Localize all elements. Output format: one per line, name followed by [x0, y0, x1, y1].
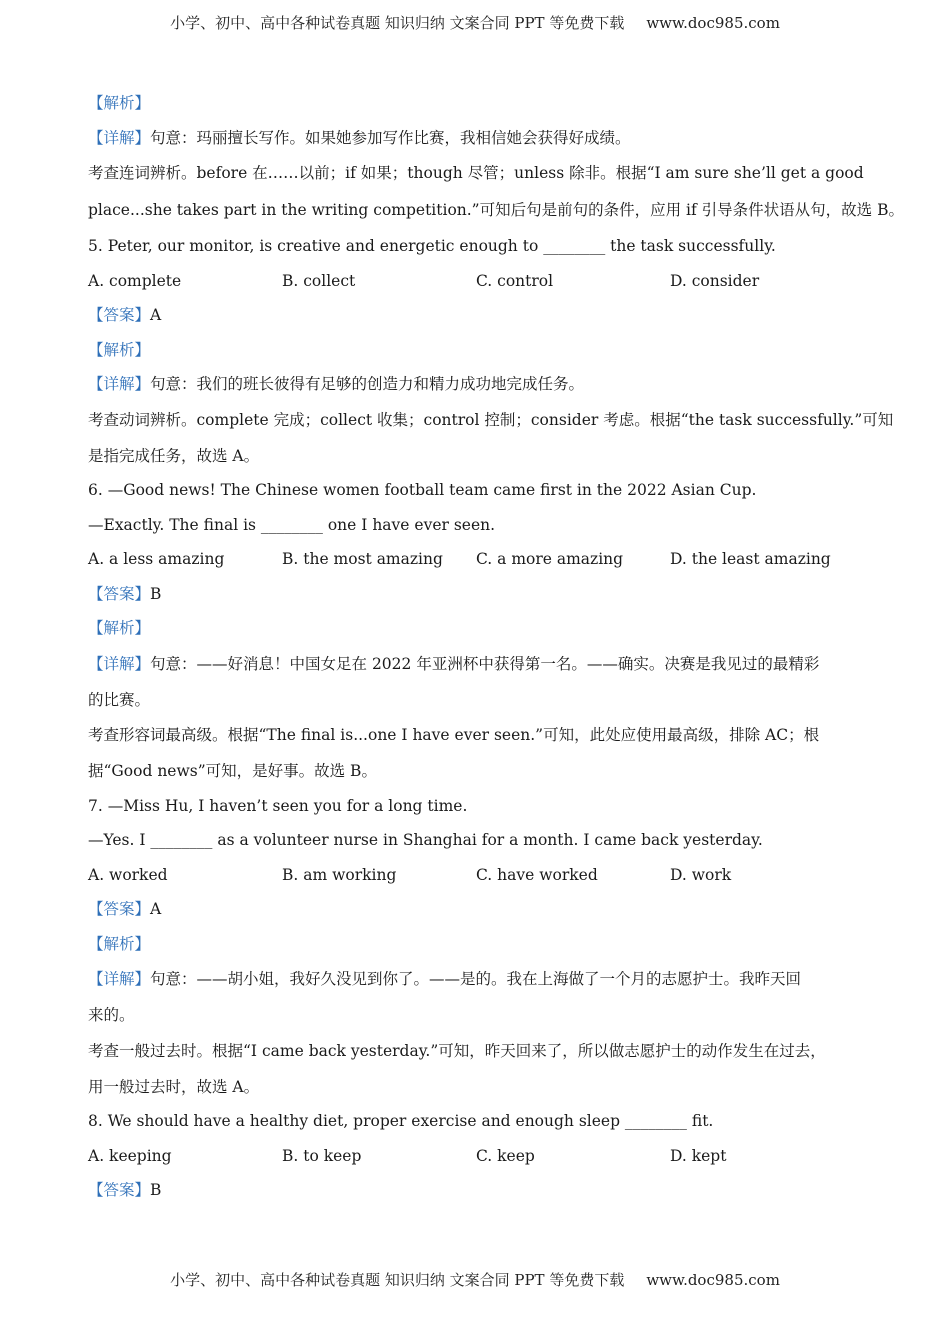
q5-option-c: C. control	[476, 271, 554, 290]
footer-site[interactable]: www.doc985.com	[646, 1271, 780, 1289]
q6-stem-line1: 6. —Good news! The Chinese women football team came first in the 2022 Asian Cup.	[88, 481, 757, 499]
q8-answer: 【答案】B	[88, 1181, 162, 1199]
q4-explanation-line2: place...she takes part in the writing competition.”可知后句是前句的条件，应用 if 引导条件状语从句，故选 B。	[88, 201, 904, 219]
q7-option-c: C. have worked	[476, 865, 598, 884]
q6-explanation-line2: 据“Good news”可知，是好事。故选 B。	[88, 762, 377, 780]
q8-option-b: B. to keep	[282, 1146, 362, 1165]
q4-analysis-label: 【解析】	[88, 94, 151, 112]
q6-option-c: C. a more amazing	[476, 550, 624, 568]
q7-option-a: A. worked	[88, 865, 168, 884]
q8-option-d: D. kept	[670, 1146, 727, 1165]
page-header	[0, 12, 950, 33]
q8-option-c: C. keep	[476, 1146, 535, 1165]
document-body	[88, 86, 904, 1208]
q8-options	[88, 1139, 870, 1174]
q5-answer: 【答案】A	[88, 306, 162, 324]
q6-detail-line2: 的比赛。	[88, 690, 151, 709]
q4-explanation-line1: 考查连词辨析。before 在……以前；if 如果；though 尽管；unless 除非。根据“I am sure she’ll get a good	[88, 164, 864, 182]
q6-options	[88, 542, 870, 577]
q7-detail-line2: 来的。	[88, 1006, 135, 1024]
q5-options	[88, 264, 870, 299]
q6-answer: 【答案】B	[88, 584, 162, 603]
q5-analysis-label: 【解析】	[88, 340, 151, 359]
page-footer	[0, 1269, 950, 1290]
q7-option-d: D. work	[670, 865, 732, 884]
q7-analysis-label: 【解析】	[88, 934, 151, 953]
q5-explanation-line1: 考查动词辨析。complete 完成；collect 收集；control 控制；consider 考虑。根据“the task successfully.”可知	[88, 410, 894, 429]
q7-options	[88, 858, 870, 893]
q6-explanation-line1: 考查形容词最高级。根据“The final is...one I have ever seen.”可知，此处应使用最高级，排除 AC；根	[88, 726, 820, 744]
q6-stem-line2: —Exactly. The final is ________ one I have ever seen.	[88, 515, 496, 534]
q5-option-d: D. consider	[670, 271, 760, 290]
q5-detail: 【详解】句意：我们的班长彼得有足够的创造力和精力成功地完成任务。	[88, 375, 585, 393]
q7-option-b: B. am working	[282, 865, 397, 884]
q7-detail-line1: 【详解】句意：——胡小姐，我好久没见到你了。——是的。我在上海做了一个月的志愿护士。我昨天回	[88, 970, 802, 988]
q6-analysis-label: 【解析】	[88, 619, 151, 637]
header-text: 小学、初中、高中各种试卷真题 知识归纳 文案合同 PPT 等免费下载	[170, 14, 625, 32]
q6-option-d: D. the least amazing	[670, 550, 831, 568]
q6-option-a: A. a less amazing	[88, 550, 225, 568]
q7-stem-line1: 7. —Miss Hu, I haven’t seen you for a long time.	[88, 796, 468, 815]
q7-stem-line2: —Yes. I ________ as a volunteer nurse in Shanghai for a month. I came back yesterday.	[88, 831, 763, 849]
q6-option-b: B. the most amazing	[282, 550, 443, 568]
q8-option-a: A. keeping	[88, 1146, 172, 1165]
q5-option-b: B. collect	[282, 271, 356, 290]
q4-detail: 【详解】句意：玛丽擅长写作。如果她参加写作比赛，我相信她会获得好成绩。	[88, 128, 631, 147]
q7-answer: 【答案】A	[88, 900, 162, 918]
header-site[interactable]: www.doc985.com	[646, 14, 780, 32]
q6-detail-line1: 【详解】句意：——好消息！中国女足在 2022 年亚洲杯中获得第一名。——确实。决赛是我见过的最精彩	[88, 654, 820, 673]
q7-explanation-line1: 考查一般过去时。根据“I came back yesterday.”可知，昨天回来了，所以做志愿护士的动作发生在过去，	[88, 1041, 826, 1060]
footer-text: 小学、初中、高中各种试卷真题 知识归纳 文案合同 PPT 等免费下载	[170, 1271, 625, 1289]
q7-explanation-line2: 用一般过去时，故选 A。	[88, 1077, 260, 1096]
q5-explanation-line2: 是指完成任务，故选 A。	[88, 446, 260, 465]
q5-stem: 5. Peter, our monitor, is creative and energetic enough to ________ the task successfully.	[88, 237, 776, 255]
q8-stem: 8. We should have a healthy diet, proper exercise and enough sleep ________ fit.	[88, 1112, 714, 1130]
q5-option-a: A. complete	[88, 271, 182, 290]
